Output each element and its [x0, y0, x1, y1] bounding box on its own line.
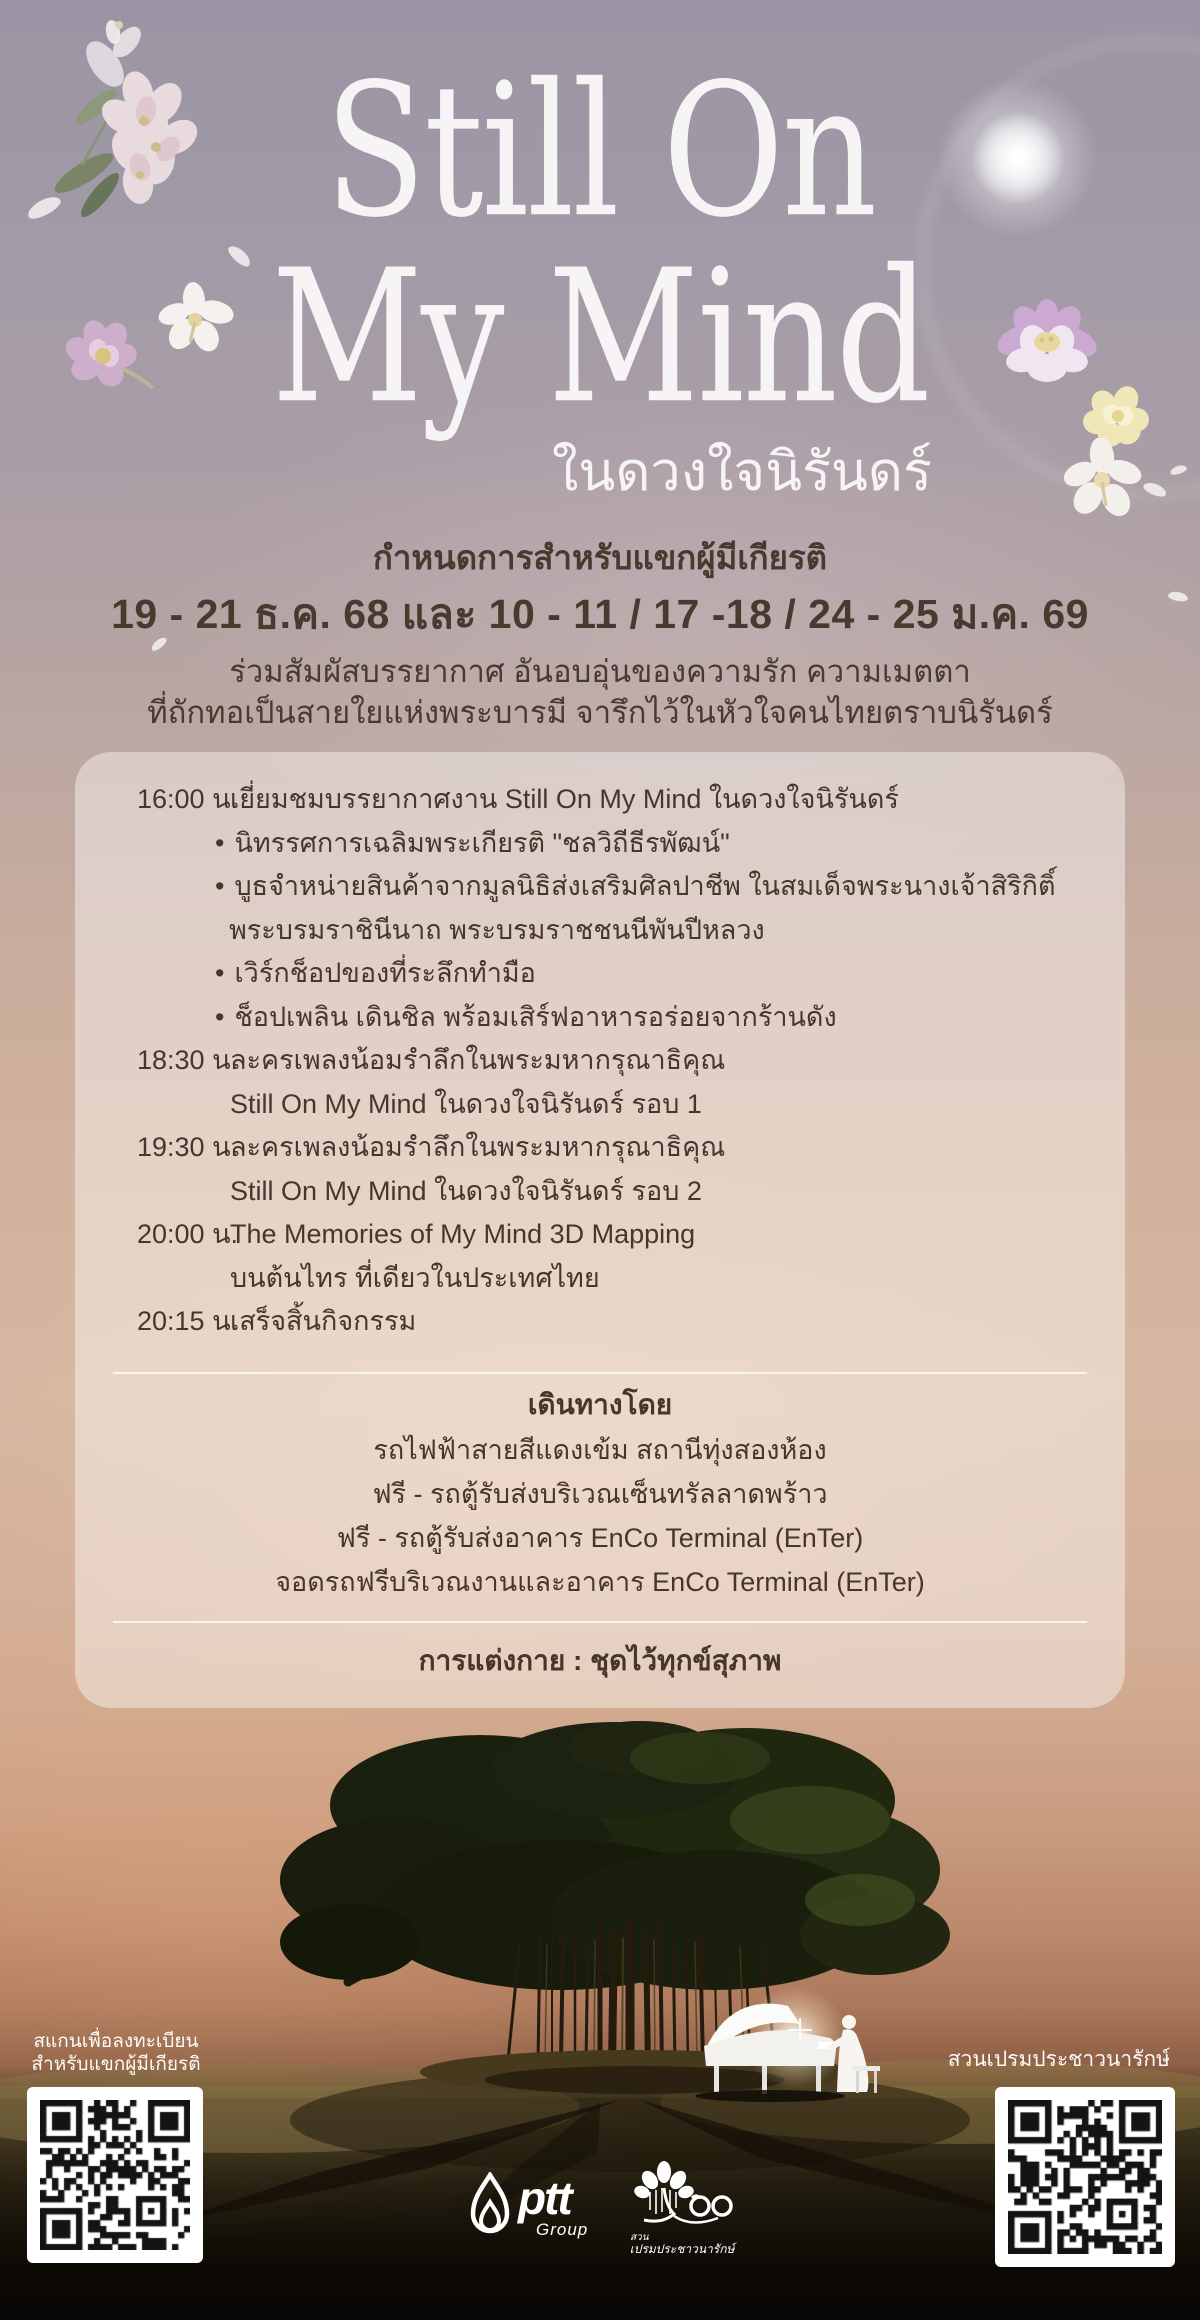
schedule-time: 18:30 น.: [137, 1045, 239, 1075]
schedule-text: เยี่ยมชมบรรยากาศงาน Still On My Mind ในดวงใจนิรันดร์: [230, 784, 899, 814]
schedule-time: 20:00 น.: [137, 1219, 239, 1249]
schedule-text: • เวิร์กช็อปของที่ระลึกทำมือ: [215, 958, 536, 988]
dress-code: การแต่งกาย : ชุดไว้ทุกข์สุภาพ: [418, 1645, 782, 1676]
schedule-row: [75, 1083, 1095, 1127]
ptt-group-logo: [468, 2172, 598, 2244]
register-qr-code: [27, 2087, 203, 2263]
schedule-text: • บูธจำหน่ายสินค้าจากมูลนิธิส่งเสริมศิลปาชีพ ในสมเด็จพระนางเจ้าสิริกิติ์: [215, 871, 1056, 901]
travel-line: ฟรี - รถตู้รับส่งอาคาร EnCo Terminal (EnTer): [336, 1523, 864, 1553]
schedule-time: 20:15 น.: [137, 1306, 239, 1336]
schedule-row: [75, 952, 1095, 996]
schedule-list: [75, 778, 1095, 1344]
travel-line: รถไฟฟ้าสายสีแดงเข้ม สถานีทุ่งสองห้อง: [373, 1435, 827, 1465]
title-line-1: Still On: [324, 44, 876, 258]
ptt-group-text: Group: [536, 2220, 589, 2239]
park-logo-caption-1: สวน: [630, 2232, 649, 2243]
schedule-text: พระบรมราชินีนาถ พระบรมราชชนนีพันปีหลวง: [229, 914, 765, 945]
travel-heading: เดินทางโดย: [527, 1389, 673, 1420]
schedule-row: [75, 1300, 1095, 1344]
schedule-row: [75, 1170, 1095, 1214]
schedule-time: 19:30 น.: [137, 1132, 239, 1162]
ptt-flame-icon: [468, 2172, 512, 2244]
title-line-2: My Mind: [271, 230, 929, 444]
schedule-row: [75, 1126, 1095, 1170]
park-logo: [622, 2158, 742, 2258]
park-logo-caption-2: เปรมประชาวนารักษ์: [629, 2242, 735, 2256]
register-qr-canvas: [40, 2100, 190, 2250]
travel-line: ฟรี - รถตู้รับส่งบริเวณเซ็นทรัลลาดพร้าว: [372, 1479, 828, 1509]
schedule-text: Still On My Mind ในดวงใจนิรันดร์ รอบ 1: [230, 1088, 702, 1119]
schedule-row: [75, 865, 1095, 909]
schedule-text: The Memories of My Mind 3D Mapping: [230, 1219, 696, 1249]
schedule-card: [75, 752, 1125, 1708]
divider: [113, 1621, 1087, 1623]
schedule-text: เสร็จสิ้นกิจกรรม: [230, 1306, 417, 1336]
event-description: [0, 651, 1200, 733]
schedule-row: [75, 996, 1095, 1040]
schedule-row: [75, 1039, 1095, 1083]
event-dates: 19 - 21 ธ.ค. 68 และ 10 - 11 / 17 -18 / 24 - 25 ม.ค. 69: [111, 591, 1089, 637]
register-label-line-1: สแกนเพื่อลงทะเบียน: [33, 2031, 199, 2052]
schedule-heading: กำหนดการสำหรับแขกผู้มีเกียรติ: [372, 539, 828, 576]
schedule-row: [75, 1213, 1095, 1257]
travel-lines: [75, 1428, 1125, 1604]
schedule-text: ละครเพลงน้อมรำลึกในพระมหากรุณาธิคุณ: [230, 1045, 726, 1075]
register-qr-label: [30, 2030, 202, 2076]
travel-section: [75, 1382, 1125, 1604]
register-label-line-2: สำหรับแขกผู้มีเกียรติ: [31, 2054, 201, 2075]
title-thai: ในดวงใจนิรันดร์: [552, 440, 932, 503]
description-line-2: ที่ถักทอเป็นสายใยแห่งพระบารมี จารึกไว้ในหัวใจคนไทยตราบนิรันดร์: [147, 695, 1053, 730]
schedule-row: [75, 778, 1095, 822]
park-tree-icon: [622, 2158, 742, 2230]
travel-line: จอดรถฟรีบริเวณงานและอาคาร EnCo Terminal (EnTer): [275, 1567, 925, 1597]
schedule-row: [75, 909, 1095, 953]
park-qr-canvas: [1008, 2100, 1162, 2254]
white-orchid-right-icon: [1056, 438, 1150, 524]
schedule-text: บนต้นไทร ที่เดียวในประเทศไทย: [230, 1262, 600, 1293]
schedule-text: ละครเพลงน้อมรำลึกในพระมหากรุณาธิคุณ: [230, 1132, 726, 1162]
schedule-row: [75, 822, 1095, 866]
poster-title: [0, 44, 1200, 444]
schedule-text: • ช็อปเพลิน เดินชิล พร้อมเสิร์ฟอาหารอร่อยจากร้านดัง: [215, 1002, 837, 1032]
park-qr-label: สวนเปรมประชาวนารักษ์: [947, 2048, 1170, 2071]
ptt-wordmark: ptt: [518, 2172, 571, 2224]
schedule-row: [75, 1257, 1095, 1301]
schedule-text: • นิทรรศการเฉลิมพระเกียรติ "ชลวิถีธีรพัฒน์": [215, 828, 730, 858]
description-line-1: ร่วมสัมผัสบรรยากาศ อันอบอุ่นของความรัก ความเมตตา: [229, 654, 971, 689]
title-english: [0, 44, 1200, 444]
park-qr-code: [995, 2087, 1175, 2267]
schedule-time: 16:00 น.: [137, 784, 239, 814]
schedule-text: Still On My Mind ในดวงใจนิรันดร์ รอบ 2: [230, 1175, 702, 1206]
divider: [113, 1372, 1087, 1374]
